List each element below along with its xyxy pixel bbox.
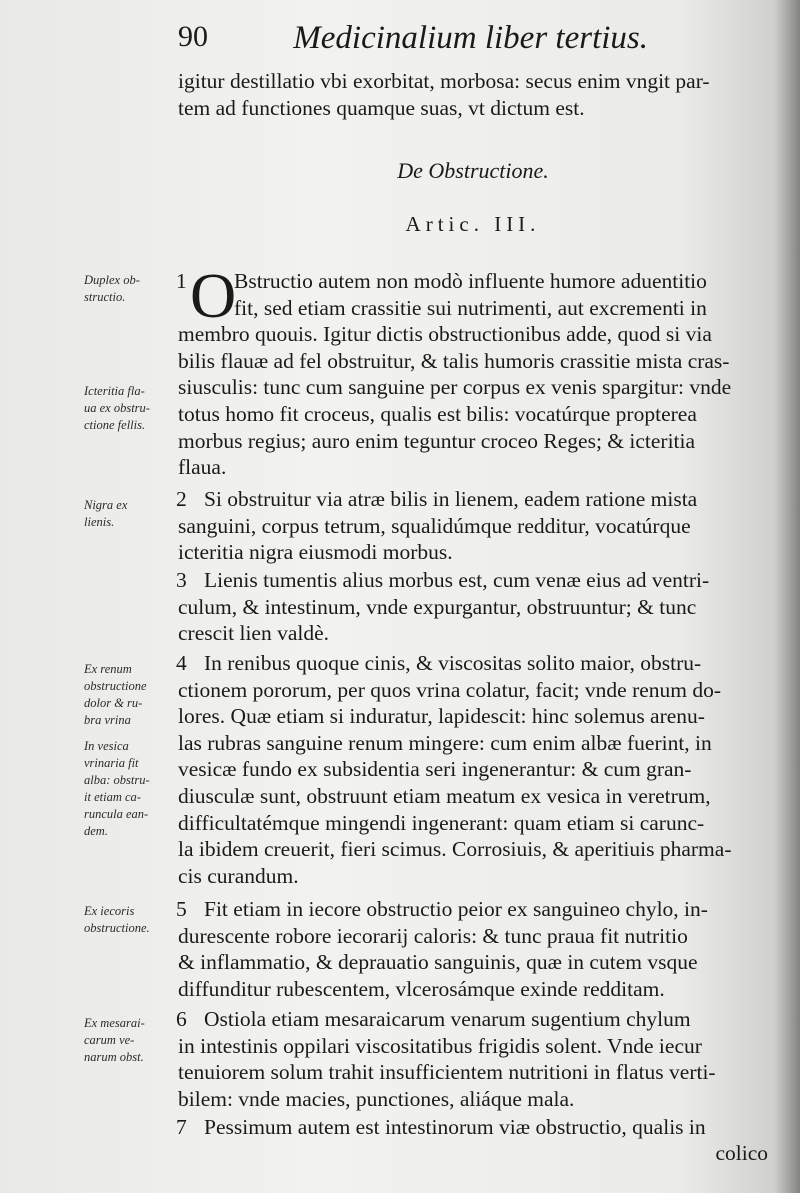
text-line: In renibus quoque cinis, & viscositas solito maior, obstru- [204,651,702,675]
note-line: alba: obstru- [84,773,150,787]
page-header [178,20,648,60]
text-line: la ibidem creuerit, fieri scimus. Corrosiuis, & aperitiuis pharma- [178,837,732,862]
note-line: Icteritia fla- [84,384,145,398]
paragraph-3 [178,567,768,647]
paragraph-number: 3 [176,568,187,592]
note-line: Ex iecoris [84,904,135,918]
text-line: sanguini, corpus tetrum, squalidúmque redditur, vocatúrque [178,513,691,538]
paragraph-7 [178,1114,768,1141]
paragraph-number: 2 [176,487,187,511]
text-line: Pessimum autem est intestinorum viæ obstructio, qualis in [204,1115,706,1139]
note-line: Ex renum [84,662,132,676]
note-line: narum obst. [84,1050,144,1064]
note-line: structio. [84,290,126,304]
text-line: fit, sed etiam crassitie sui nutrimenti, aut excrementi in [234,295,707,320]
paragraph-2 [178,486,768,566]
text-line: lores. Quæ etiam si induratur, lapidescit: hinc solemus arenu- [178,704,705,729]
note-line: ctione fellis. [84,418,146,432]
text-line: igitur destillatio vbi exorbitat, morbosa: secus enim vngit par- [178,69,710,93]
text-line: crescit lien valdè. [178,621,330,646]
marginal-note [84,383,176,434]
marginal-note [84,272,176,306]
text-line: Ostiola etiam mesaraicarum venarum sugentium chylum [204,1007,691,1031]
text-line: culum, & intestinum, vnde expurgantur, obstruuntur; & tunc [178,594,697,619]
note-line: vrinaria fit [84,756,139,770]
catchword-row [178,1140,768,1167]
drop-capital: O [190,260,237,331]
text-line: membro quouis. Igitur dictis obstructionibus adde, quod si via [178,322,712,347]
note-line: Ex mesarai- [84,1016,145,1030]
text-line: tem ad functiones quamque suas, vt dictum est. [178,95,585,120]
note-line: ua ex obstru- [84,401,150,415]
text-line: bilem: vnde macies, punctiones, aliáque mala. [178,1086,575,1111]
paragraph-5 [178,896,768,1002]
text-line: Fit etiam in iecore obstructio peior ex sanguineo chylo, in- [204,897,708,921]
text-line: siusculis: tunc cum sanguine per corpus ex venis spargitur: vnde [178,375,732,400]
note-line: Nigra ex [84,498,128,512]
note-line: dem. [84,824,108,838]
page-number: 90 [178,20,208,53]
marginal-note [84,903,176,937]
text-line: icteritia nigra eiusmodi morbus. [178,540,453,565]
article-heading: Artic. III. [405,212,541,236]
running-title: Medicinalium liber tertius. [293,20,648,56]
note-line: Duplex ob- [84,273,140,287]
paragraph-number: 6 [176,1007,187,1031]
text-line: durescente robore iecorarij caloris: & tunc praua fit nutritio [178,923,688,948]
text-line: difficultatémque mingendi ingenerant: quam etiam si carunc- [178,810,705,835]
note-line: runcula ean- [84,807,149,821]
text-line: vesicæ fundo ex subsidentia seri ingenerantur: & cum gran- [178,757,692,782]
text-line: in intestinis oppilari viscositatibus frigidis solent. Vnde iecur [178,1033,702,1058]
note-line: obstructione [84,679,147,693]
note-line: In vesica [84,739,129,753]
paragraph-4 [178,650,768,889]
page-edge-shadow [774,0,800,1193]
note-line: carum ve- [84,1033,135,1047]
paragraph-number: 7 [176,1115,187,1139]
text-line: diusculæ sunt, obstruunt etiam meatum ex vesica in veretrum, [178,783,711,808]
paragraph-number: 5 [176,897,187,921]
marginal-note [84,661,176,729]
text-line: & inflammatio, & deprauatio sanguinis, quæ in cutem vsque [178,950,698,975]
text-line: diffunditur rubescentem, vlcerosámque exinde redditam. [178,976,665,1001]
text-line: Si obstruitur via atræ bilis in lienem, eadem ratione mista [204,487,698,511]
paragraph-6 [178,1006,768,1112]
marginal-note [84,1015,176,1066]
text-line: bilis flauæ ad fel obstruitur, & talis humoris crassitie mista cras- [178,348,730,373]
text-line: tenuiorem solum trahit insufficientem nutritioni in flatus verti- [178,1060,716,1085]
text-line: totus homo fit croceus, qualis est bilis: vocatúrque propterea [178,401,697,426]
text-line: Bstructio autem non modò influente humore aduentitio [234,269,707,293]
text-line: cis curandum. [178,863,299,888]
lead-text [178,68,768,128]
marginal-note [84,497,176,531]
marginal-note [84,738,176,840]
note-line: bra vrina [84,713,131,727]
text-line: flaua. [178,455,227,480]
text-line: ctionem pororum, per quos vrina colatur, facit; vnde renum do- [178,677,722,702]
text-line: Lienis tumentis alius morbus est, cum venæ eius ad ventri- [204,568,710,592]
catchword: colico [715,1141,768,1165]
text-line: morbus regius; auro enim teguntur croceo Reges; & icteritia [178,428,696,453]
paragraph-number: 1 [176,269,187,293]
note-line: it etiam ca- [84,790,141,804]
paragraph-number: 4 [176,651,187,675]
note-line: dolor & ru- [84,696,143,710]
paragraph-1 [176,260,768,481]
note-line: lienis. [84,515,115,529]
note-line: obstructione. [84,921,150,935]
text-line: las rubras sanguine renum mingere: cum enim albæ fuerint, in [178,730,712,755]
section-heading: De Obstructione. [397,158,549,183]
